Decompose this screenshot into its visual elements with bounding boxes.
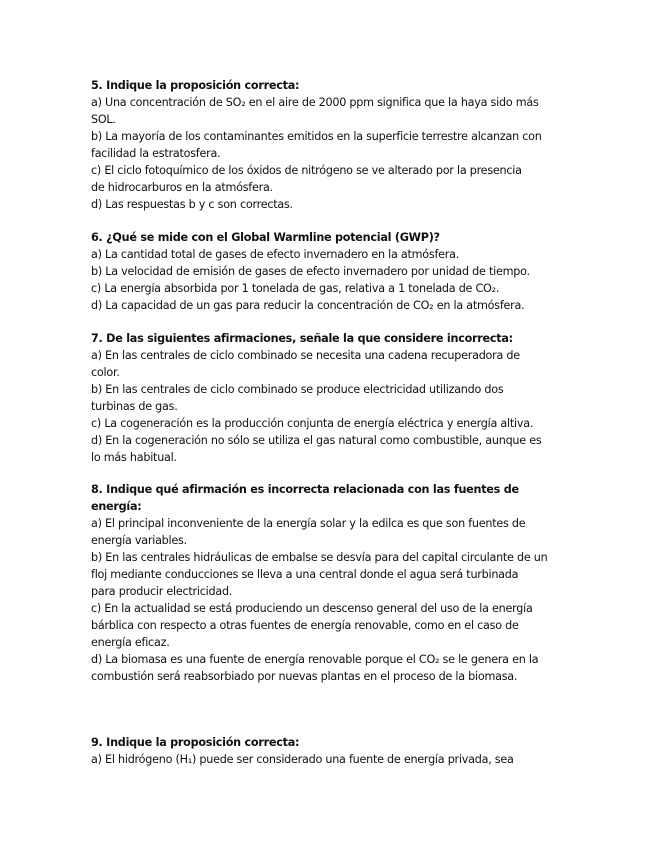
question-8-option-b-cont-2: para producir electricidad.	[91, 585, 233, 598]
question-6-option-c: c) La energía absorbida por 1 tonelada de gas, relativa a 1 tonelada de CO₂.	[91, 282, 500, 295]
question-8-option-b-cont: floj mediante conducciones se lleva a una central donde el agua será turbinada	[91, 568, 519, 581]
question-8-title: 8. Indique qué afirmación es incorrecta relacionada con las fuentes de	[91, 483, 519, 496]
question-8-option-a-cont: energía variables.	[91, 534, 187, 547]
question-5	[91, 77, 571, 213]
question-5-option-b: b) La mayoría de los contaminantes emitidos en la superficie terrestre alcanzan con	[91, 130, 542, 143]
question-9-option-a: a) El hidrógeno (H₁) puede ser considerado una fuente de energía privada, sea	[91, 753, 514, 766]
question-6-option-b: b) La velocidad de emisión de gases de efecto invernadero por unidad de tiempo.	[91, 265, 530, 278]
question-9	[91, 734, 571, 768]
question-5-option-d: d) Las respuestas b y c son correctas.	[91, 198, 293, 211]
question-5-option-b-cont: facilidad la estratosfera.	[91, 147, 221, 160]
question-9-title: 9. Indique la proposición correcta:	[91, 736, 300, 749]
question-7-option-b-cont: turbinas de gas.	[91, 400, 178, 413]
question-7-option-d-cont: lo más habitual.	[91, 451, 177, 464]
question-8-option-a: a) El principal inconveniente de la energía solar y la edilca es que son fuentes de	[91, 517, 526, 530]
question-7-option-c: c) La cogeneración es la producción conjunta de energía eléctrica y energía altiva.	[91, 417, 534, 430]
question-5-option-c: c) El ciclo fotoquímico de los óxidos de nitrógeno se ve alterado por la presencia	[91, 164, 522, 177]
question-8-option-b: b) En las centrales hidráulicas de embalse se desvía para del capital circulante de un	[91, 551, 548, 564]
question-5-option-c-cont: de hidrocarburos en la atmósfera.	[91, 181, 273, 194]
question-5-option-a-cont: SOL.	[91, 113, 116, 126]
question-8-option-c: c) En la actualidad se está produciendo un descenso general del uso de la energía	[91, 602, 533, 615]
question-7-option-a: a) En las centrales de ciclo combinado se necesita una cadena recuperadora de	[91, 349, 520, 362]
question-8-option-d: d) La biomasa es una fuente de energía renovable porque el CO₂ se le genera en la	[91, 653, 539, 666]
question-7-option-d: d) En la cogeneración no sólo se utiliza el gas natural como combustible, aunque es	[91, 434, 542, 447]
question-8-title-cont: energía:	[91, 500, 142, 513]
question-7-title: 7. De las siguientes afirmaciones, señale la que considere incorrecta:	[91, 332, 513, 345]
question-7-option-b: b) En las centrales de ciclo combinado se produce electricidad utilizando dos	[91, 383, 504, 396]
question-6-title: 6. ¿Qué se mide con el Global Warmline potencial (GWP)?	[91, 231, 440, 244]
question-5-title: 5. Indique la proposición correcta:	[91, 79, 300, 92]
question-8-option-d-cont: combustión será reabsorbiado por nuevas plantas en el proceso de la biomasa.	[91, 670, 518, 683]
question-6-option-a: a) La cantidad total de gases de efecto invernadero en la atmósfera.	[91, 248, 460, 261]
question-7-option-a-cont: color.	[91, 366, 120, 379]
question-6	[91, 229, 571, 314]
question-6-option-d: d) La capacidad de un gas para reducir la concentración de CO₂ en la atmósfera.	[91, 299, 525, 312]
question-7	[91, 330, 571, 466]
question-8-option-c-cont-2: energía eficaz.	[91, 636, 170, 649]
question-8	[91, 481, 571, 685]
question-8-option-c-cont: bárblica con respecto a otras fuentes de energía renovable, como en el caso de	[91, 619, 519, 632]
question-5-option-a: a) Una concentración de SO₂ en el aire de 2000 ppm significa que la haya sido más	[91, 96, 539, 109]
